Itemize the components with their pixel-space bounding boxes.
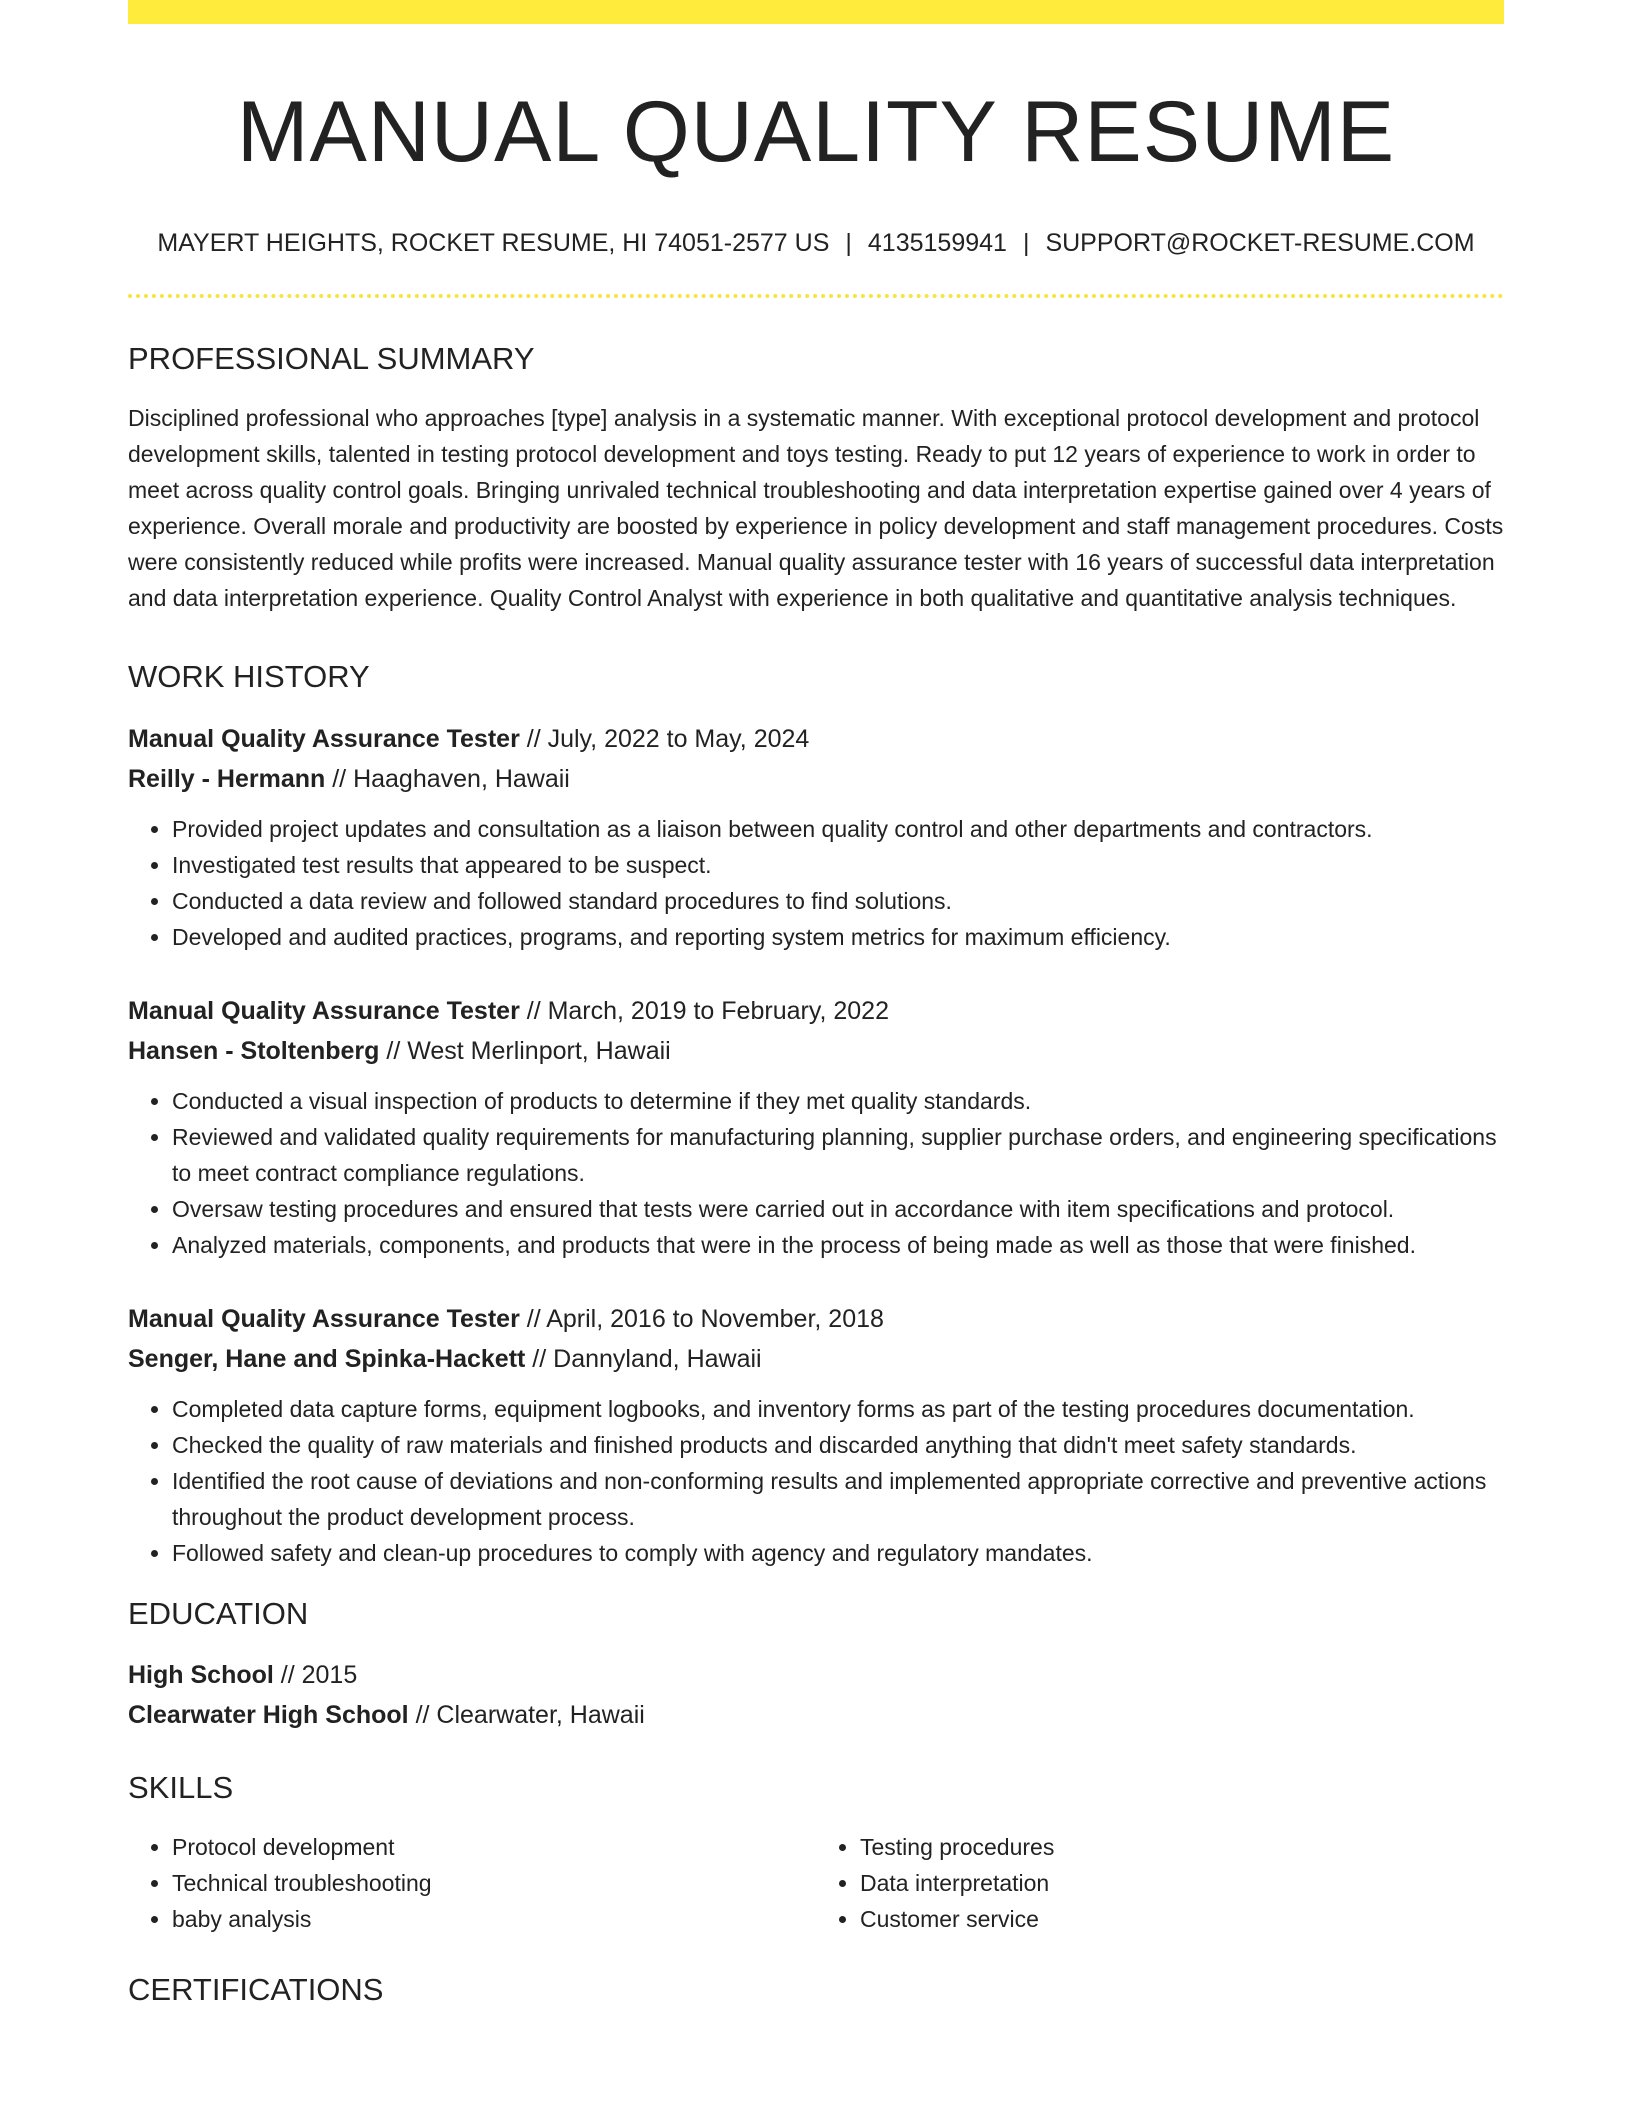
job-bullet: • Completed data capture forms, equipment logbooks, and inventory forms as part of the testing procedures documentation. — [172, 1391, 1504, 1427]
job-entry — [128, 1299, 1504, 1571]
education-degree: High School — [128, 1660, 274, 1689]
header-divider — [128, 294, 1504, 298]
certifications-section — [128, 1973, 1504, 2007]
job-title-line — [128, 991, 1504, 1031]
job-title: Manual Quality Assurance Tester — [128, 724, 520, 753]
job-dates: // July, 2022 to May, 2024 — [519, 724, 810, 753]
job-bullets — [128, 1083, 1504, 1263]
skill-item: • Technical troubleshooting — [172, 1865, 816, 1901]
skill-item: • baby analysis — [172, 1901, 816, 1937]
job-bullet: • Provided project updates and consultation as a liaison between quality control and other departments and contractors. — [172, 811, 1504, 847]
job-company-line — [128, 1031, 1504, 1071]
job-title-line — [128, 719, 1504, 759]
summary-heading: PROFESSIONAL SUMMARY — [128, 341, 535, 377]
job-company: Hansen - Stoltenberg — [128, 1036, 380, 1065]
summary-text: Disciplined professional who approaches [type] analysis in a systematic manner. With exceptional protocol development and protocol development skills, talented in testing protocol development and toys testing. Ready to put 12 years of experience to work in order to meet across quality control goals. Bringing unrivaled technical troubleshooting and data interpretation expertise gained over 4 years of experience. Overall morale and productivity are boosted by experience in policy development and staff management procedures. Costs were consistently reduced while profits were increased. Manual quality assurance tester with 16 years of successful data interpretation and data interpretation experience. Quality Control Analyst with experience in both qualitative and quantitative analysis techniques. — [128, 405, 1504, 612]
education-school-line — [128, 1695, 1504, 1735]
skills-section — [128, 1771, 1504, 1937]
skill-item: • Testing procedures — [860, 1829, 1504, 1865]
contact-address: MAYERT HEIGHTS, ROCKET RESUME, HI 74051-2577 US — [157, 229, 830, 258]
certifications-heading: CERTIFICATIONS — [128, 1971, 384, 2007]
top-accent-bar — [128, 0, 1504, 24]
job-entry — [128, 991, 1504, 1263]
job-title: Manual Quality Assurance Tester — [128, 996, 520, 1025]
work-history-section — [128, 660, 1504, 1570]
resume-title: MANUAL QUALITY RESUME — [236, 84, 1396, 180]
work-history-heading: WORK HISTORY — [128, 659, 370, 695]
job-location: // Dannyland, Hawaii — [525, 1344, 762, 1373]
contact-phone: 4135159941 — [867, 229, 1007, 258]
skills-column-left — [128, 1829, 816, 1937]
job-bullet: • Identified the root cause of deviations and non-conforming results and implemented appropriate corrective and preventive actions throughout the product development process. — [172, 1463, 1504, 1535]
education-degree-line — [128, 1655, 1504, 1695]
job-bullet: • Reviewed and validated quality requirements for manufacturing planning, supplier purchase orders, and engineering specifications to meet contract compliance regulations. — [172, 1119, 1504, 1191]
job-bullet: • Analyzed materials, components, and products that were in the process of being made as well as those that were finished. — [172, 1227, 1504, 1263]
job-company-line — [128, 759, 1504, 799]
education-school: Clearwater High School — [128, 1700, 409, 1729]
skills-heading: SKILLS — [128, 1769, 234, 1805]
skill-item: • Protocol development — [172, 1829, 816, 1865]
job-bullet: • Investigated test results that appeared to be suspect. — [172, 847, 1504, 883]
contact-separator: | — [845, 229, 852, 258]
job-bullet: • Conducted a visual inspection of products to determine if they met quality standards. — [172, 1083, 1504, 1119]
education-location: // Clearwater, Hawaii — [408, 1700, 645, 1729]
skill-item: • Data interpretation — [860, 1865, 1504, 1901]
job-entry — [128, 719, 1504, 955]
job-location: // Haaghaven, Hawaii — [325, 764, 570, 793]
job-title: Manual Quality Assurance Tester — [128, 1304, 520, 1333]
job-company-line — [128, 1339, 1504, 1379]
job-bullet: • Conducted a data review and followed standard procedures to find solutions. — [172, 883, 1504, 919]
skills-grid — [128, 1829, 1504, 1937]
job-bullet: • Checked the quality of raw materials and finished products and discarded anything that didn't meet safety standards. — [172, 1427, 1504, 1463]
contact-email[interactable]: SUPPORT@ROCKET-RESUME.COM — [1045, 229, 1475, 258]
job-bullet: • Followed safety and clean-up procedures to comply with agency and regulatory mandates. — [172, 1535, 1504, 1571]
skill-item: • Customer service — [860, 1901, 1504, 1937]
job-bullet: • Oversaw testing procedures and ensured that tests were carried out in accordance with item specifications and protocol. — [172, 1191, 1504, 1227]
job-company: Senger, Hane and Spinka-Hackett — [128, 1344, 526, 1373]
skills-column-right — [816, 1829, 1504, 1937]
job-bullets — [128, 1391, 1504, 1571]
resume-page — [128, 0, 1504, 2031]
education-section — [128, 1597, 1504, 1735]
job-dates: // April, 2016 to November, 2018 — [519, 1304, 884, 1333]
job-bullet: • Developed and audited practices, programs, and reporting system metrics for maximum efficiency. — [172, 919, 1504, 955]
job-company: Reilly - Hermann — [128, 764, 326, 793]
job-location: // West Merlinport, Hawaii — [379, 1036, 671, 1065]
job-title-line — [128, 1299, 1504, 1339]
job-bullets — [128, 811, 1504, 955]
education-year: // 2015 — [273, 1660, 358, 1689]
education-heading: EDUCATION — [128, 1595, 309, 1631]
job-dates: // March, 2019 to February, 2022 — [519, 996, 889, 1025]
contact-line — [128, 228, 1504, 258]
contact-separator: | — [1022, 229, 1030, 258]
summary-section — [128, 342, 1504, 616]
